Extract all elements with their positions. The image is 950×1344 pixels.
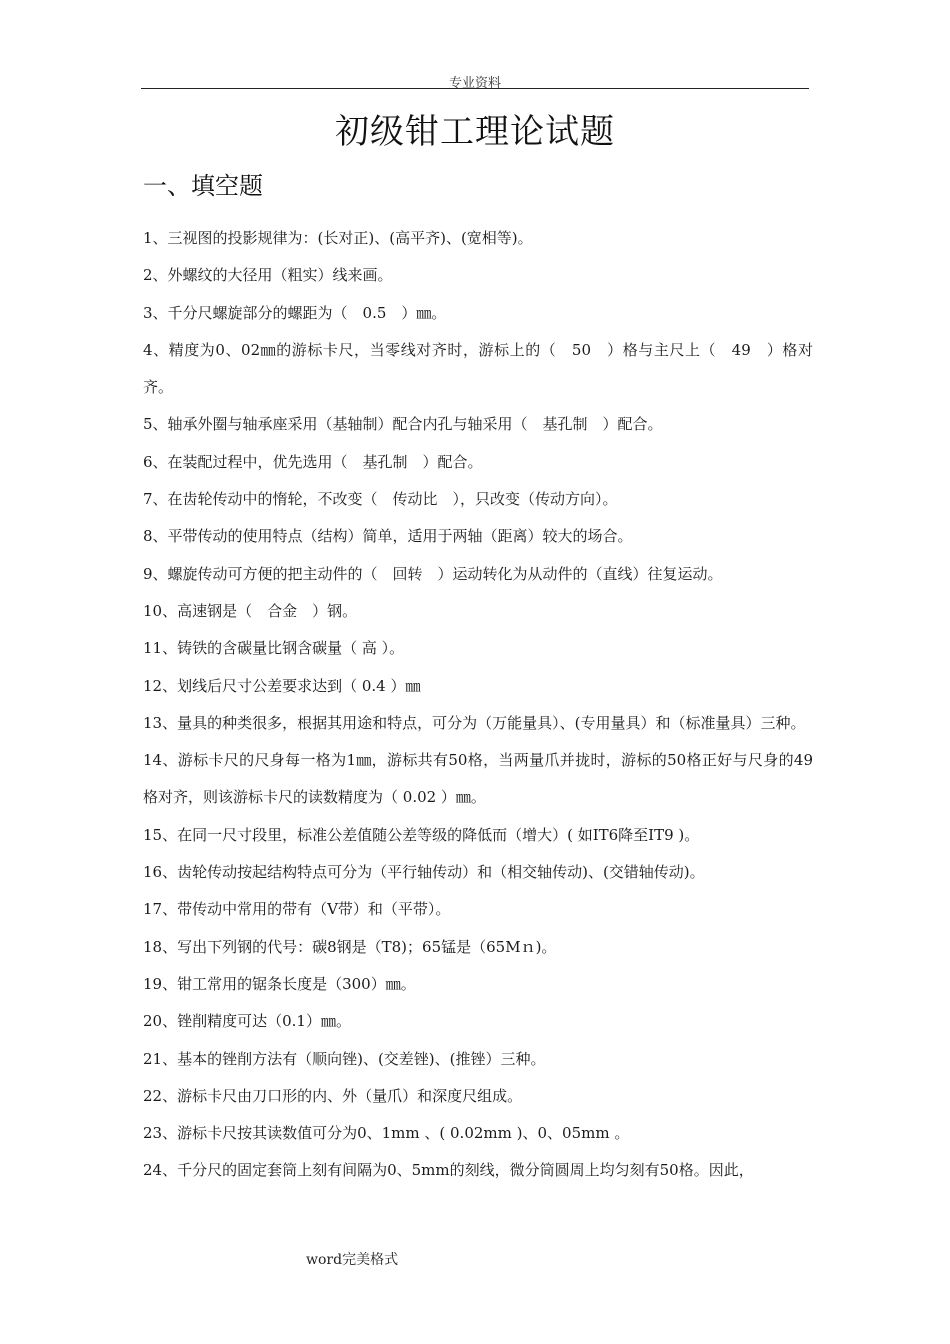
question-item: 16、齿轮传动按起结构特点可分为（平行轴传动）和（相交轴传动)、(交错轴传动)。 (143, 863, 705, 882)
question-item: 2、外螺纹的大径用（粗实）线来画。 (143, 266, 393, 285)
question-item: 4、精度为0、02㎜的游标卡尺，当零线对齐时，游标上的（ 50 ）格与主尺上（ 49 ）格对齐。 (143, 340, 813, 397)
question-item: 8、平带传动的使用特点（结构）简单，适用于两轴（距离）较大的场合。 (143, 527, 633, 546)
question-item: 13、量具的种类很多，根据其用途和特点，可分为（万能量具）、(专用量具）和（标准量具）三种。 (143, 713, 806, 732)
question-item: 6、在装配过程中，优先选用（ 基孔制 ）配合。 (143, 452, 483, 471)
question-item: 9、螺旋传动可方便的把主动件的（ 回转 ）运动转化为从动件的（直线）往复运动。 (143, 564, 723, 583)
question-item: 22、游标卡尺由刀口形的内、外（量爪）和深度尺组成。 (143, 1086, 523, 1105)
question-item: 20、锉削精度可达（0.1）㎜。 (143, 1012, 351, 1031)
question-item: 19、钳工常用的锯条长度是（300）㎜。 (143, 974, 416, 993)
question-item: 10、高速钢是（ 合金 ）钢。 (143, 601, 358, 620)
page-footer-text: word完美格式 (306, 1252, 399, 1268)
question-item: 1、三视图的投影规律为：(长对正)、(高平齐)、(宽相等)。 (143, 229, 533, 247)
question-item: 21、基本的锉削方法有（顺向锉)、(交差锉)、(推锉）三种。 (143, 1049, 546, 1068)
question-item: 14、游标卡尺的尺身每一格为1㎜，游标共有50格，当两量爪并拢时，游标的50格正好与尺身的49格对齐，则该游标卡尺的读数精度为（ 0.02 ）㎜。 (143, 751, 813, 807)
question-item: 23、游标卡尺按其读数值可分为0、1mm 、( 0.02mm )、0、05mm 。 (143, 1124, 630, 1143)
question-item: 11、铸铁的含碳量比钢含碳量（ 高 ）。 (143, 639, 405, 658)
header-divider (141, 88, 809, 89)
question-item: 18、写出下列钢的代号：碳8钢是（T8)；65锰是（65Mｎ)。 (143, 937, 557, 956)
question-item: 17、带传动中常用的带有（V带）和（平带）。 (143, 900, 451, 919)
section-heading: 一、填空题 (143, 172, 263, 200)
question-item: 24、千分尺的固定套筒上刻有间隔为0、5mm的刻线，微分筒圆周上均匀刻有50格。因此， (143, 1161, 754, 1180)
document-title: 初级钳工理论试题 (335, 112, 615, 152)
question-item: 15、在同一尺寸段里，标准公差值随公差等级的降低而（增大）( 如IT6降至IT9 )。 (143, 825, 700, 844)
question-list (143, 220, 813, 1190)
question-item: 5、轴承外圈与轴承座采用（基轴制）配合内孔与轴采用（ 基孔制 ）配合。 (143, 415, 663, 434)
page-header-text: 专业资料 (448, 76, 501, 91)
question-item: 12、划线后尺寸公差要求达到（ 0.4 ）㎜ (143, 676, 421, 695)
question-item: 7、在齿轮传动中的惰轮，不改变（ 传动比 ），只改变（传动方向）。 (143, 490, 618, 509)
question-item: 3、千分尺螺旋部分的螺距为（ 0.5 ）㎜。 (143, 303, 447, 322)
